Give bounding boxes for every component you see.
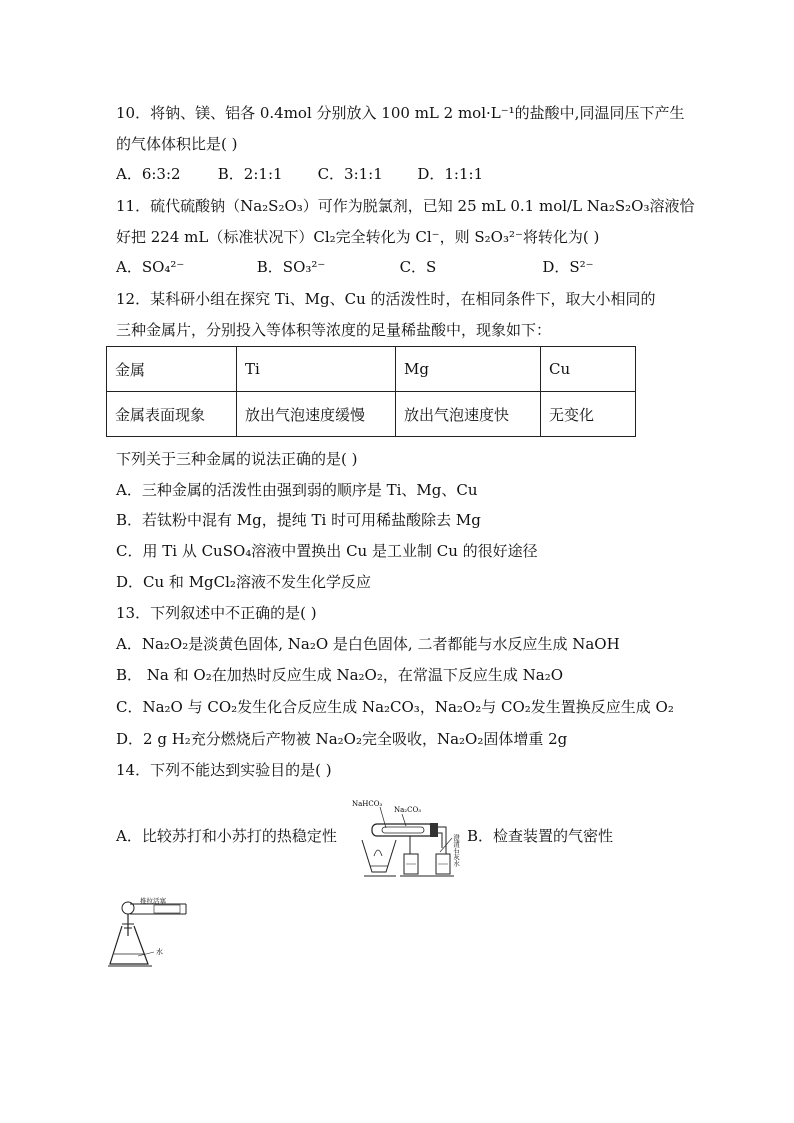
table-cell: Cu xyxy=(541,347,636,392)
q11-line2: 好把 224 mL（标准状况下）Cl₂完全转化为 Cl⁻，则 S₂O₃²⁻将转化为( ) xyxy=(116,228,600,246)
q13-stem: 13．下列叙述中不正确的是( ) xyxy=(116,604,317,622)
fig-label-na2co3: Na₂CO₃ xyxy=(394,806,422,814)
fig-label-nahco3: NaHCO₃ xyxy=(352,800,383,808)
table-row xyxy=(107,392,636,437)
table-cell: Mg xyxy=(396,347,541,392)
q14-option-a[interactable]: A．比较苏打和小苏打的热稳定性 xyxy=(116,827,337,845)
q10-option-b[interactable]: B．2:1:1 xyxy=(217,165,283,183)
q13-option-c[interactable]: C．Na₂O 与 CO₂发生化合反应生成 Na₂CO₃，Na₂O₂与 CO₂发生置换反应生成 O₂ xyxy=(116,698,674,716)
q11-option-a[interactable]: A．SO₄²⁻ xyxy=(116,258,185,276)
q14-stem: 14．下列不能达到实验目的是( ) xyxy=(116,761,332,779)
q10-options xyxy=(116,164,483,184)
q10-line1: 10．将钠、镁、铝各 0.4mol 分别放入 100 mL 2 mol·L⁻¹的盐酸中,同温同压下产生 xyxy=(116,104,685,122)
thermal-stability-apparatus-figure xyxy=(350,796,466,884)
q12-option-b[interactable]: B．若钛粉中混有 Mg，提纯 Ti 时可用稀盐酸除去 Mg xyxy=(116,511,481,529)
q11-option-d[interactable]: D．S²⁻ xyxy=(542,258,594,276)
q12-line1: 12．某科研小组在探究 Ti、Mg、Cu 的活泼性时，在相同条件下，取大小相同的 xyxy=(116,290,656,308)
q13-option-d[interactable]: D．2 g H₂充分燃烧后产物被 Na₂O₂完全吸收，Na₂O₂固体增重 2g xyxy=(116,730,568,748)
table-cell: 金属表面现象 xyxy=(107,392,237,437)
q11-option-c[interactable]: C．S xyxy=(399,258,437,276)
q10-option-d[interactable]: D．1:1:1 xyxy=(417,165,484,183)
airtightness-apparatus-figure xyxy=(108,896,198,970)
q14-option-b[interactable]: B．检查装置的气密性 xyxy=(467,827,614,845)
fig-label-plunger: 推拉活塞 xyxy=(140,897,166,905)
table-header-row xyxy=(107,347,636,392)
table-cell: 放出气泡速度快 xyxy=(396,392,541,437)
q13-option-a[interactable]: A．Na₂O₂是淡黄色固体, Na₂O 是白色固体, 二者都能与水反应生成 NaOH xyxy=(116,635,620,653)
q12-stem: 下列关于三种金属的说法正确的是( ) xyxy=(116,450,358,468)
q13-option-b[interactable]: B． Na 和 O₂在加热时反应生成 Na₂O₂，在常温下反应生成 Na₂O xyxy=(116,666,564,684)
metal-table xyxy=(106,346,636,437)
q10-option-c[interactable]: C．3:1:1 xyxy=(317,165,383,183)
table-cell: 金属 xyxy=(107,347,237,392)
fig-label-water: 水 xyxy=(156,948,163,956)
table-cell: 无变化 xyxy=(541,392,636,437)
q12-line2: 三种金属片，分别投入等体积等浓度的足量稀盐酸中，现象如下： xyxy=(116,321,552,339)
q11-line1: 11．硫代硫酸钠（Na₂S₂O₃）可作为脱氯剂，已知 25 mL 0.1 mol/L Na₂S₂O₃溶液恰 xyxy=(116,197,695,215)
table-cell: Ti xyxy=(237,347,396,392)
q10-line2: 的气体体积比是( ) xyxy=(116,135,238,153)
q12-option-a[interactable]: A．三种金属的活泼性由强到弱的顺序是 Ti、Mg、Cu xyxy=(116,481,478,499)
q10-option-a[interactable]: A．6:3:2 xyxy=(116,165,181,183)
table-cell: 放出气泡速度缓慢 xyxy=(237,392,396,437)
q12-option-d[interactable]: D．Cu 和 MgCl₂溶液不发生化学反应 xyxy=(116,573,371,591)
q11-option-b[interactable]: B．SO₃²⁻ xyxy=(256,258,326,276)
q12-option-c[interactable]: C．用 Ti 从 CuSO₄溶液中置换出 Cu 是工业制 Cu 的很好途径 xyxy=(116,542,538,560)
q11-options xyxy=(116,257,594,277)
fig-label-limewater: 澄清石灰水 xyxy=(452,834,460,867)
